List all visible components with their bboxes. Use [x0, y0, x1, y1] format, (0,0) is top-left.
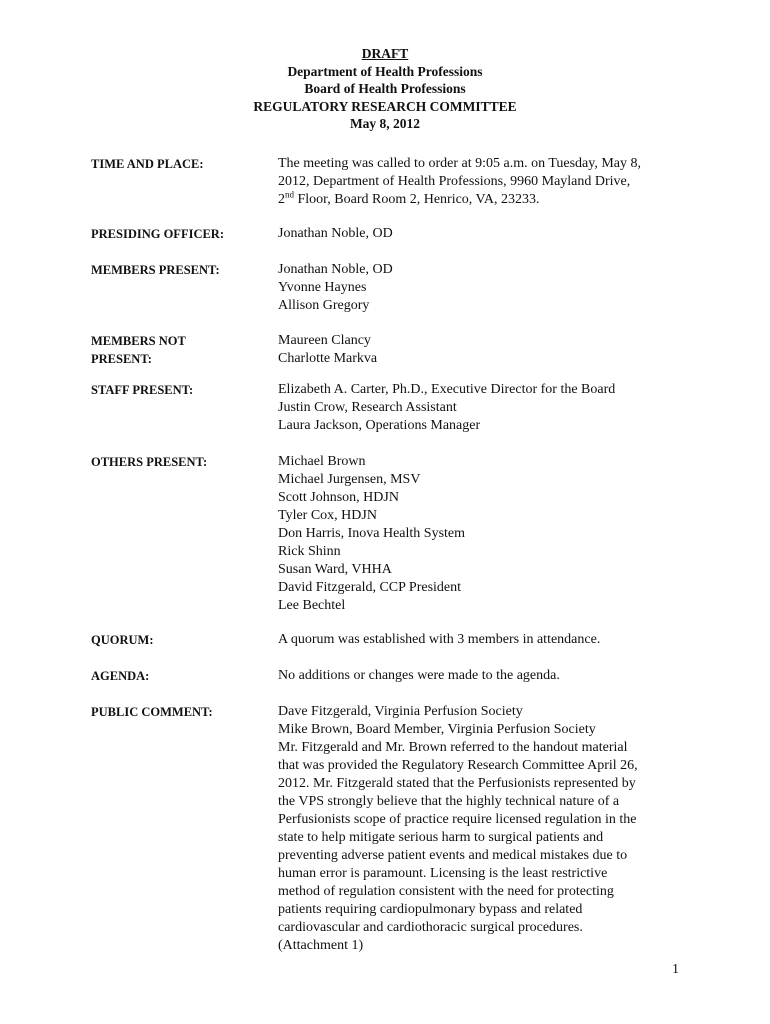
- public-comment-line: cardiovascular and cardiothoracic surgical procedures.: [278, 920, 583, 935]
- staff-name: Elizabeth A. Carter, Ph.D., Executive Director for the Board: [278, 382, 616, 397]
- address-rest: Floor, Board Room 2, Henrico, VA, 23233.: [294, 192, 540, 207]
- public-comment-line: the VPS strongly believe that the highly technical nature of a: [278, 794, 620, 809]
- time-and-place-line: 2012, Department of Health Professions, 9960 Mayland Drive,: [278, 174, 631, 189]
- draft-title: DRAFT: [361, 46, 409, 61]
- public-comment-line: patients requiring cardiopulmonary bypass and related: [278, 902, 583, 917]
- attendee-name: Tyler Cox, HDJN: [278, 508, 377, 523]
- presiding-officer-label: PRESIDING OFFICER:: [91, 227, 224, 241]
- public-comment-line: preventing adverse patient events and medical mistakes due to: [278, 848, 628, 863]
- committee-name: REGULATORY RESEARCH COMMITTEE: [253, 98, 517, 114]
- member-name: Charlotte Markva: [278, 351, 378, 366]
- document-header: [0, 45, 770, 133]
- public-comment-line: (Attachment 1): [278, 938, 364, 953]
- attendee-name: David Fitzgerald, CCP President: [278, 580, 462, 595]
- board-name: Board of Health Professions: [304, 81, 466, 96]
- attendee-name: Susan Ward, VHHA: [278, 562, 392, 577]
- members-not-present-label: MEMBERS NOT PRESENT:: [91, 334, 186, 366]
- time-and-place-line: The meeting was called to order at 9:05 a.m. on Tuesday, May 8,: [278, 156, 642, 171]
- member-name: Allison Gregory: [278, 298, 370, 313]
- public-comment-line: Mike Brown, Board Member, Virginia Perfusion Society: [278, 722, 596, 737]
- public-comment-line: Mr. Fitzgerald and Mr. Brown referred to the handout material: [278, 740, 628, 755]
- agenda-text: No additions or changes were made to the agenda.: [278, 668, 560, 683]
- page-number: 1: [672, 962, 679, 977]
- quorum-label: QUORUM:: [91, 633, 154, 647]
- staff-name: Laura Jackson, Operations Manager: [278, 418, 481, 433]
- quorum-text: A quorum was established with 3 members in attendance.: [278, 632, 601, 647]
- attendee-name: Rick Shinn: [278, 544, 341, 559]
- attendee-name: Michael Jurgensen, MSV: [278, 472, 421, 487]
- department-name: Department of Health Professions: [287, 63, 483, 79]
- member-name: Yvonne Haynes: [278, 280, 367, 295]
- public-comment-label: PUBLIC COMMENT:: [91, 705, 213, 719]
- time-and-place-label: TIME AND PLACE:: [91, 157, 204, 171]
- public-comment-line: Perfusionists scope of practice require licensed regulation in the: [278, 812, 637, 827]
- attendee-name: Scott Johnson, HDJN: [278, 490, 399, 505]
- staff-name: Justin Crow, Research Assistant: [278, 400, 457, 415]
- member-name: Jonathan Noble, OD: [278, 262, 393, 277]
- public-comment-text: [278, 703, 688, 955]
- presiding-officer-name: Jonathan Noble, OD: [278, 226, 393, 241]
- members-present-label: MEMBERS PRESENT:: [91, 263, 220, 277]
- attendee-name: Michael Brown: [278, 454, 366, 469]
- others-present-label: OTHERS PRESENT:: [91, 455, 208, 469]
- public-comment-line: method of regulation consistent with the need for protecting: [278, 884, 614, 899]
- time-and-place-line: [278, 191, 688, 209]
- public-comment-line: Dave Fitzgerald, Virginia Perfusion Society: [278, 704, 523, 719]
- public-comment-line: 2012. Mr. Fitzgerald stated that the Perfusionists represented by: [278, 776, 636, 791]
- member-name: Maureen Clancy: [278, 333, 371, 348]
- public-comment-line: state to help mitigate serious harm to surgical patients and: [278, 830, 604, 845]
- agenda-label: AGENDA:: [91, 669, 150, 683]
- floor-ordinal: nd: [285, 189, 294, 200]
- public-comment-line: that was provided the Regulatory Research Committee April 26,: [278, 758, 638, 773]
- meeting-date: May 8, 2012: [349, 116, 421, 131]
- floor-number: 2: [278, 192, 285, 207]
- public-comment-line: human error is paramount. Licensing is the least restrictive: [278, 866, 608, 881]
- attendee-name: Lee Bechtel: [278, 598, 346, 613]
- staff-present-label: STAFF PRESENT:: [91, 383, 194, 397]
- time-and-place-text: [278, 155, 688, 209]
- attendee-name: Don Harris, Inova Health System: [278, 526, 466, 541]
